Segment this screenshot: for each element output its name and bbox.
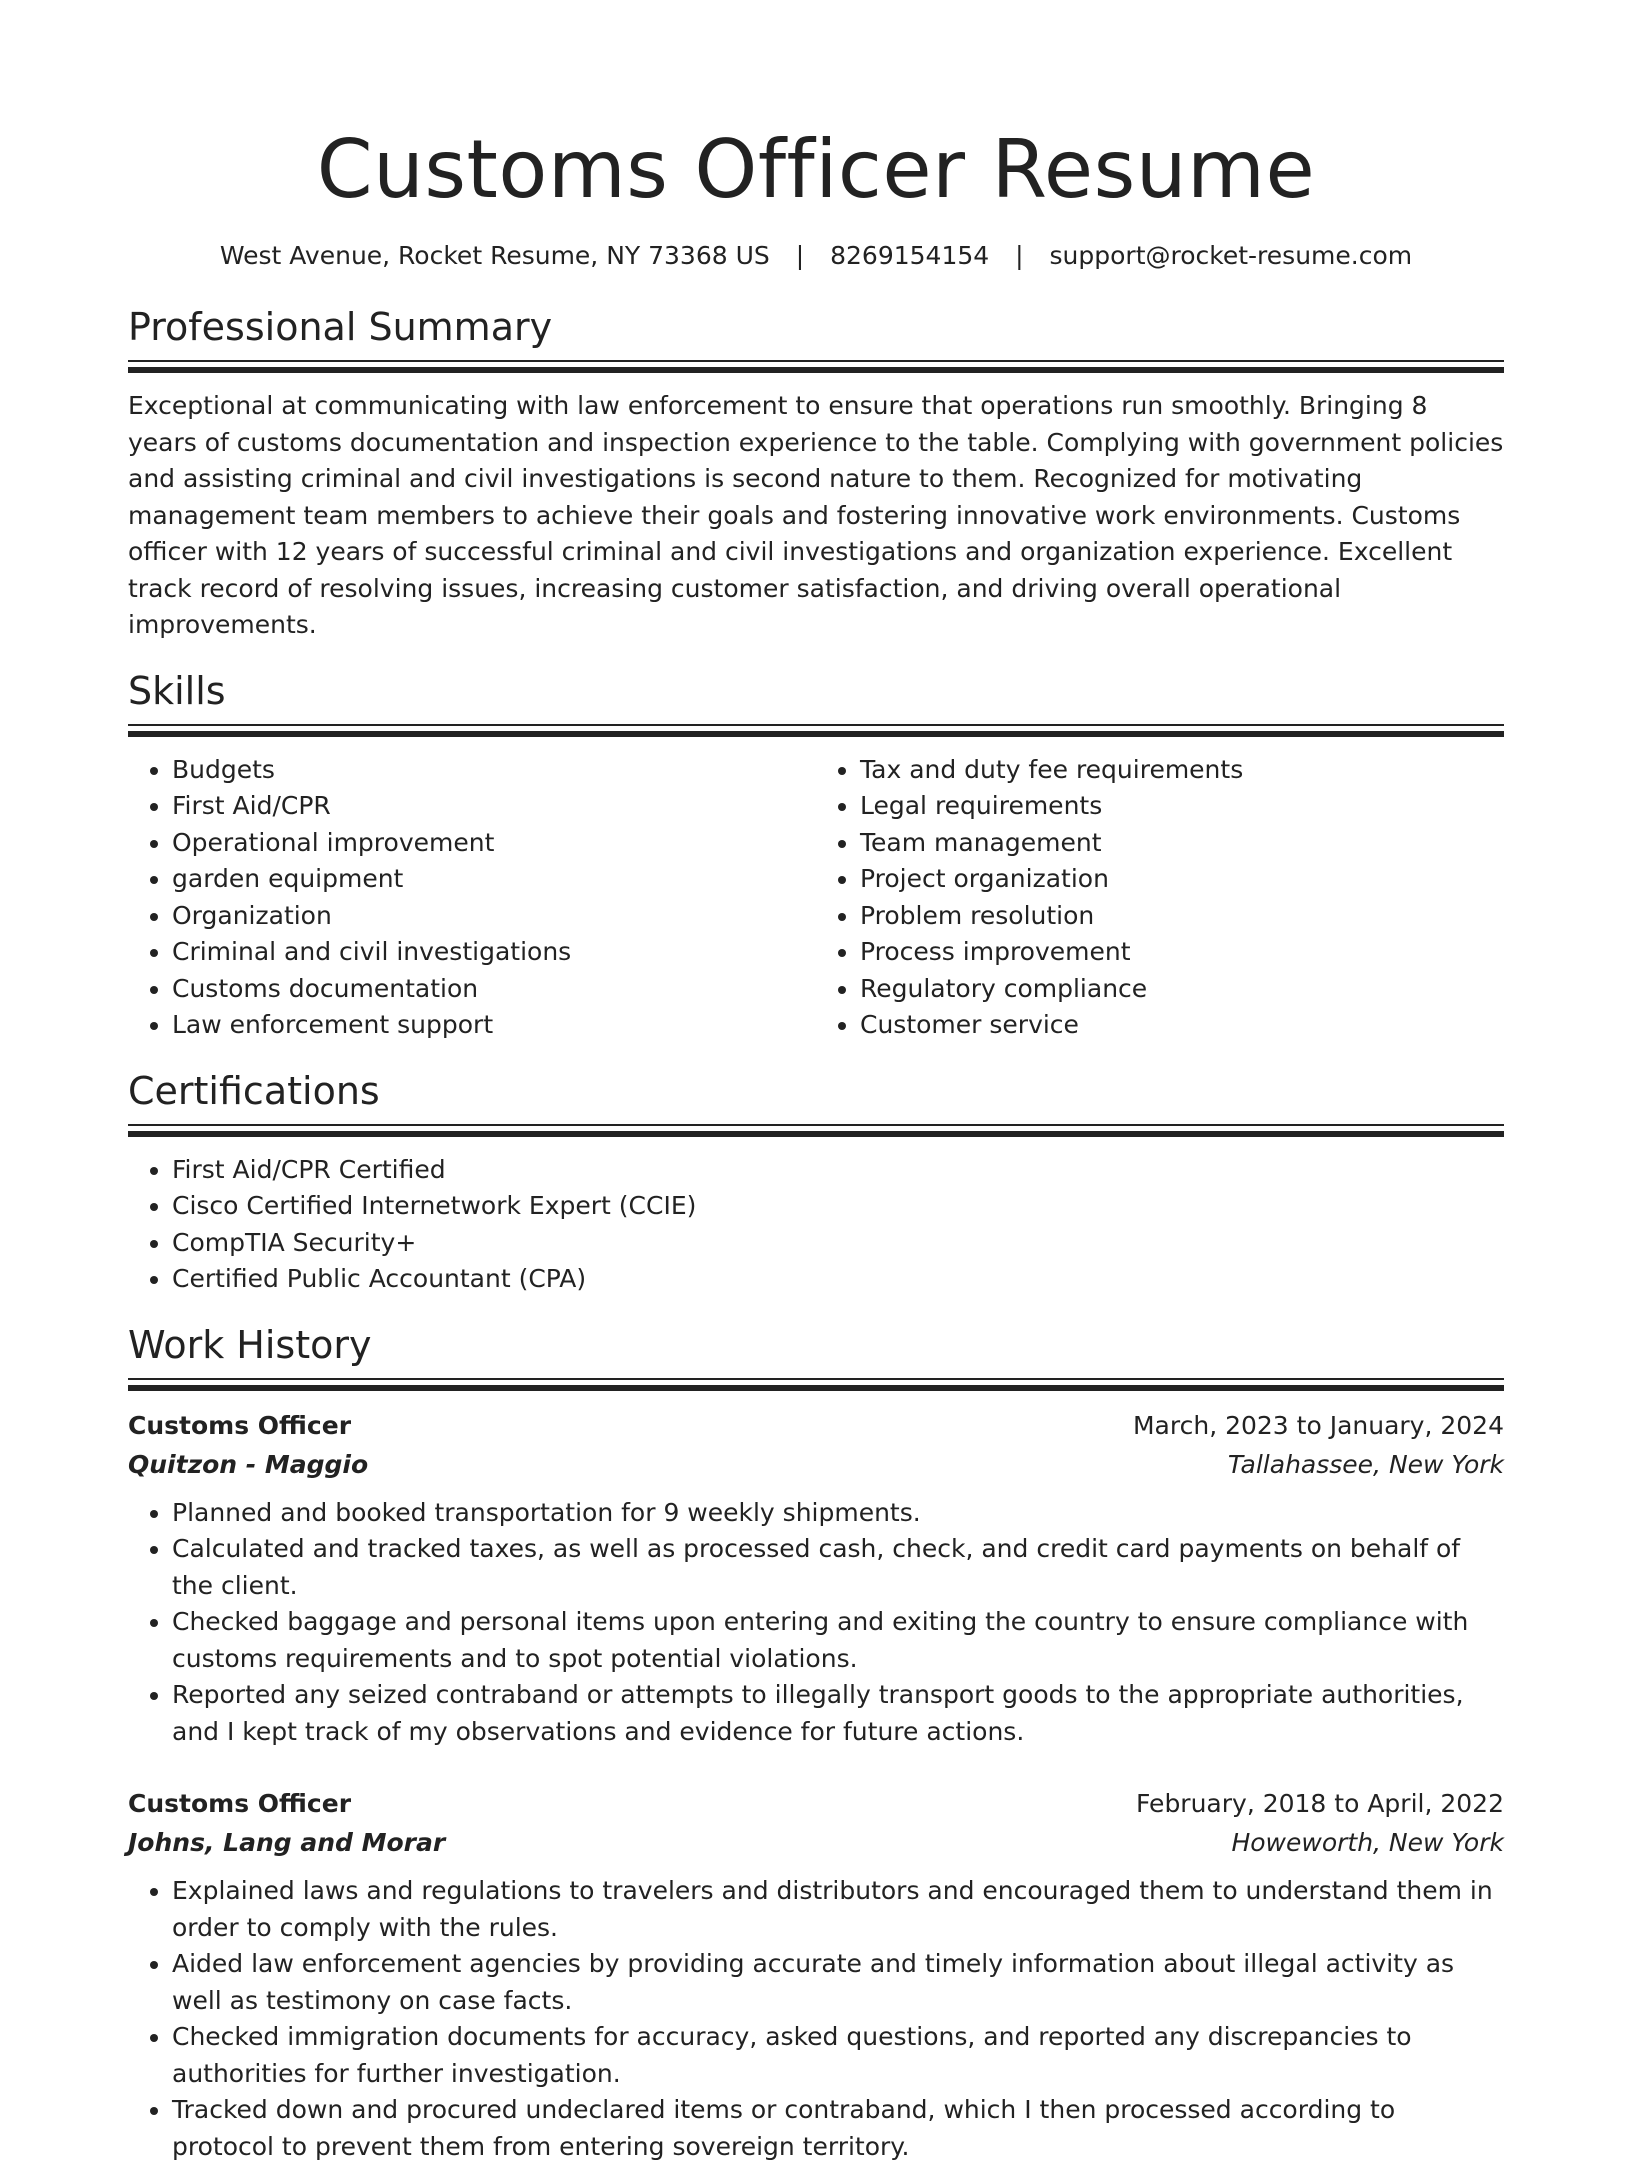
contact-address: West Avenue, Rocket Resume, NY 73368 US: [220, 241, 770, 270]
job-title: Customs Officer: [128, 1784, 351, 1823]
skill-item: • garden equipment: [172, 861, 816, 898]
job-bullet: • Tracked down and procured undeclared items or contraband, which I then processed according to protocol to prevent them from entering sovereign territory.: [172, 2092, 1504, 2165]
certifications-heading: Certifications: [128, 1066, 1504, 1116]
skill-item: • Project organization: [860, 861, 1504, 898]
section-divider: [128, 360, 1504, 376]
work-history-section: [128, 1320, 1504, 2165]
certifications-section: [128, 1066, 1504, 1298]
skill-item: • Operational improvement: [172, 825, 816, 862]
summary-text: Exceptional at communicating with law enforcement to ensure that operations run smoothly. Bringing 8 years of customs documentation and inspection experience to the table. Complying with government policies and assisting criminal and civil investigations is second nature to them. Recognized for motivating management team members to achieve their goals and fostering innovative work environments. Customs officer with 12 years of successful criminal and civil investigations and organization experience. Excellent track record of resolving issues, increasing customer satisfaction, and driving overall operational improvements.: [128, 388, 1504, 644]
skill-item: • Legal requirements: [860, 788, 1504, 825]
job-bullets: [128, 1873, 1504, 2165]
resume-title: Customs Officer Resume: [128, 120, 1504, 220]
contact-line: [128, 238, 1504, 274]
work-history-heading: Work History: [128, 1320, 1504, 1370]
skills-list-left: [128, 752, 816, 1044]
job-dates: February, 2018 to April, 2022: [1136, 1784, 1504, 1823]
certification-item: • Certified Public Accountant (CPA): [172, 1261, 1504, 1298]
job-bullet: • Aided law enforcement agencies by providing accurate and timely information about illegal activity as well as testimony on case facts.: [172, 1946, 1504, 2019]
section-divider: [128, 1378, 1504, 1394]
job-bullet: • Checked immigration documents for accuracy, asked questions, and reported any discrepancies to authorities for further investigation.: [172, 2019, 1504, 2092]
job-bullet: • Explained laws and regulations to travelers and distributors and encouraged them to understand them in order to comply with the rules.: [172, 1873, 1504, 1946]
summary-heading: Professional Summary: [128, 302, 1504, 352]
job-entry: [128, 1784, 1504, 2165]
skill-item: • First Aid/CPR: [172, 788, 816, 825]
contact-separator: |: [796, 238, 804, 274]
skill-item: • Organization: [172, 898, 816, 935]
skill-item: • Criminal and civil investigations: [172, 934, 816, 971]
skill-item: • Problem resolution: [860, 898, 1504, 935]
skill-item: • Regulatory compliance: [860, 971, 1504, 1008]
job-company: Johns, Lang and Morar: [128, 1823, 445, 1862]
contact-email: support@rocket-resume.com: [1050, 241, 1413, 270]
skills-section: [128, 666, 1504, 1044]
contact-separator: |: [1015, 238, 1023, 274]
skill-item: • Customs documentation: [172, 971, 816, 1008]
job-company: Quitzon - Maggio: [128, 1445, 368, 1484]
job-bullet: • Planned and booked transportation for 9 weekly shipments.: [172, 1495, 1504, 1532]
skills-heading: Skills: [128, 666, 1504, 716]
job-entry: [128, 1406, 1504, 1751]
job-company-row: [128, 1823, 1504, 1862]
job-location: Tallahassee, New York: [1228, 1445, 1504, 1484]
skills-list-right: [816, 752, 1504, 1044]
certification-item: • CompTIA Security+: [172, 1225, 1504, 1262]
skills-grid: [128, 752, 1504, 1044]
job-bullet: • Reported any seized contraband or attempts to illegally transport goods to the appropriate authorities, and I kept track of my observations and evidence for future actions.: [172, 1677, 1504, 1750]
job-dates: March, 2023 to January, 2024: [1133, 1406, 1504, 1445]
section-divider: [128, 1124, 1504, 1140]
job-location: Howeworth, New York: [1231, 1823, 1504, 1862]
job-bullet: • Calculated and tracked taxes, as well as processed cash, check, and credit card payments on behalf of the client.: [172, 1531, 1504, 1604]
job-title-row: [128, 1406, 1504, 1445]
job-title: Customs Officer: [128, 1406, 351, 1445]
certification-item: • Cisco Certified Internetwork Expert (CCIE): [172, 1188, 1504, 1225]
certifications-list: [128, 1152, 1504, 1298]
job-bullet: • Checked baggage and personal items upon entering and exiting the country to ensure compliance with customs requirements and to spot potential violations.: [172, 1604, 1504, 1677]
skill-item: • Law enforcement support: [172, 1007, 816, 1044]
job-title-row: [128, 1784, 1504, 1823]
job-company-row: [128, 1445, 1504, 1484]
skill-item: • Team management: [860, 825, 1504, 862]
job-bullets: [128, 1495, 1504, 1751]
certification-item: • First Aid/CPR Certified: [172, 1152, 1504, 1189]
summary-section: [128, 302, 1504, 644]
section-divider: [128, 724, 1504, 740]
skill-item: • Customer service: [860, 1007, 1504, 1044]
contact-phone: 8269154154: [830, 241, 989, 270]
skill-item: • Tax and duty fee requirements: [860, 752, 1504, 789]
skill-item: • Budgets: [172, 752, 816, 789]
skill-item: • Process improvement: [860, 934, 1504, 971]
